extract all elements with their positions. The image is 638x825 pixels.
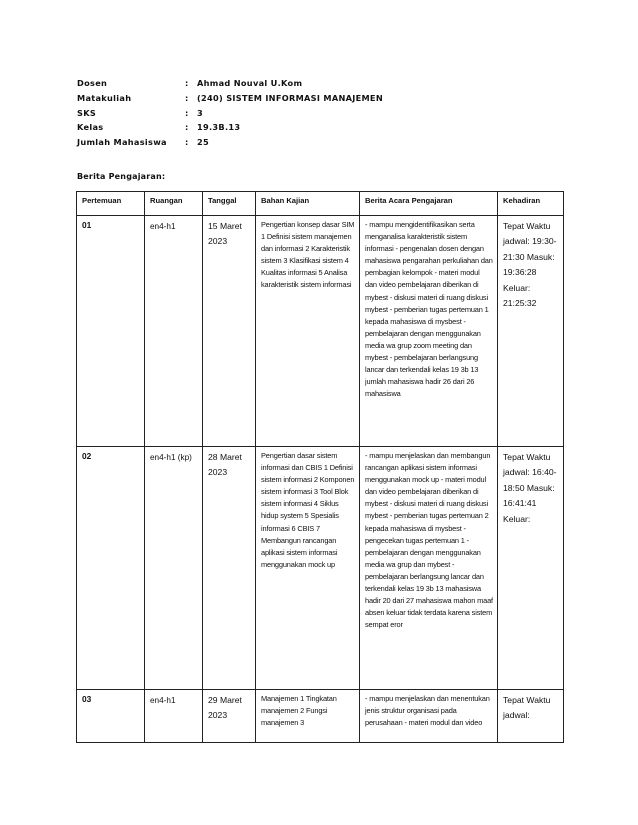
cell-ruangan: en4-h1 (kp) xyxy=(145,447,203,690)
cell-kehadiran: Tepat Waktu jadwal: 19:30-21:30 Masuk: 19:36:28 Keluar: 21:25:32 xyxy=(498,216,564,447)
cell-bahan-kajian: Pengertian konsep dasar SIM 1 Definisi sistem manajemen dan informasi 2 Karakteristik sistem 3 Klasifikasi sistem 4 Kualitas informasi 5 Analisa karakteristik sistem informasi xyxy=(256,216,360,447)
table-header-row xyxy=(77,192,564,216)
cell-tanggal: 15 Maret 2023 xyxy=(203,216,256,447)
info-colon: : xyxy=(185,92,189,103)
section-title: Berita Pengajaran: xyxy=(77,172,166,181)
info-row-sks xyxy=(77,106,383,121)
cell-berita-acara: - mampu menjelaskan dan menentukan jenis struktur organisasi pada perusahaan - materi modul dan video xyxy=(360,690,498,743)
cell-kehadiran: Tepat Waktu jadwal: 16:40-18:50 Masuk: 16:41:41 Keluar: xyxy=(498,447,564,690)
cell-bahan-kajian: Manajemen 1 Tingkatan manajemen 2 Fungsi manajemen 3 xyxy=(256,690,360,743)
course-info xyxy=(77,76,383,150)
header-tanggal: Tanggal xyxy=(203,192,256,216)
cell-bahan-kajian: Pengertian dasar sistem informasi dan CBIS 1 Definisi sistem informasi 2 Komponen sistem informasi 3 Tool Blok sistem informasi 4 Siklus hidup system 5 Spesialis informasi 6 CBIS 7 Membangun rancangan aplikasi sistem informasi menggunakan mock up xyxy=(256,447,360,690)
info-row-jumlah-mahasiswa xyxy=(77,135,383,150)
info-row-matakuliah xyxy=(77,91,383,106)
cell-pertemuan: 01 xyxy=(77,216,145,447)
cell-pertemuan: 02 xyxy=(77,447,145,690)
table-row xyxy=(77,690,564,743)
info-colon: : xyxy=(185,122,189,133)
info-label: Kelas xyxy=(77,122,104,133)
info-value: 25 xyxy=(197,137,209,148)
cell-berita-acara: - mampu menjelaskan dan membangun rancangan aplikasi sistem informasi menggunakan mock up - materi modul dan video pembelajaran diberikan di mybest - diskusi materi di ruang diskusi mybest - pemberian tugas pertemuan 2 kepada mahasiswa di mysbest - pengecekan tugas pertemuan 1 - pembelajaran dengan menggunakan media wa grup dan mybest - pembelajaran berlangsung lancar dan terkendali kelas 19 3b 13 mahasiswa hadir 20 dari 27 mahasiswa mahon maaf absen keluar tidak terdata karena sistem sempat eror xyxy=(360,447,498,690)
info-colon: : xyxy=(185,137,189,148)
cell-berita-acara: - mampu mengidentifikasikan serta menganalisa karakteristik sistem informasi - pengenalan dosen dengan mahasiswa pengarahan perkuliahan dan pembagian kelompok - materi modul dan video pembelajaran diberikan di mybest - diskusi materi di ruang diskusi mybest - pemberian tugas pertemuan 1 kepada mahasiswa di mysbest - pembelajaran dengan menggunakan media wa grup zoom meeting dan mybest - pembelajaran berlangsung lancar dan terkendali kelas 19 3b 13 jumlah mahasiswa hadir 26 dari 26 mahasiswa xyxy=(360,216,498,447)
cell-kehadiran: Tepat Waktu jadwal: xyxy=(498,690,564,743)
header-berita-acara: Berita Acara Pengajaran xyxy=(360,192,498,216)
header-bahan-kajian: Bahan Kajian xyxy=(256,192,360,216)
info-label: Matakuliah xyxy=(77,92,132,103)
info-label: Jumlah Mahasiswa xyxy=(77,137,167,148)
info-label: SKS xyxy=(77,107,97,118)
teaching-report-table xyxy=(76,191,564,743)
header-ruangan: Ruangan xyxy=(145,192,203,216)
table-row xyxy=(77,216,564,447)
cell-tanggal: 29 Maret 2023 xyxy=(203,690,256,743)
info-row-dosen xyxy=(77,76,383,91)
info-value: 19.3B.13 xyxy=(197,122,241,133)
header-kehadiran: Kehadiran xyxy=(498,192,564,216)
info-colon: : xyxy=(185,107,189,118)
info-value: (240) SISTEM INFORMASI MANAJEMEN xyxy=(197,92,383,103)
table-row xyxy=(77,447,564,690)
info-colon: : xyxy=(185,78,189,88)
info-value: 3 xyxy=(197,107,203,118)
info-value: Ahmad Nouval U.Kom xyxy=(197,78,303,88)
cell-pertemuan: 03 xyxy=(77,690,145,743)
cell-ruangan: en4-h1 xyxy=(145,216,203,447)
info-row-kelas xyxy=(77,120,383,135)
cell-ruangan: en4-h1 xyxy=(145,690,203,743)
header-pertemuan: Pertemuan xyxy=(77,192,145,216)
info-label: Dosen xyxy=(77,78,108,88)
cell-tanggal: 28 Maret 2023 xyxy=(203,447,256,690)
